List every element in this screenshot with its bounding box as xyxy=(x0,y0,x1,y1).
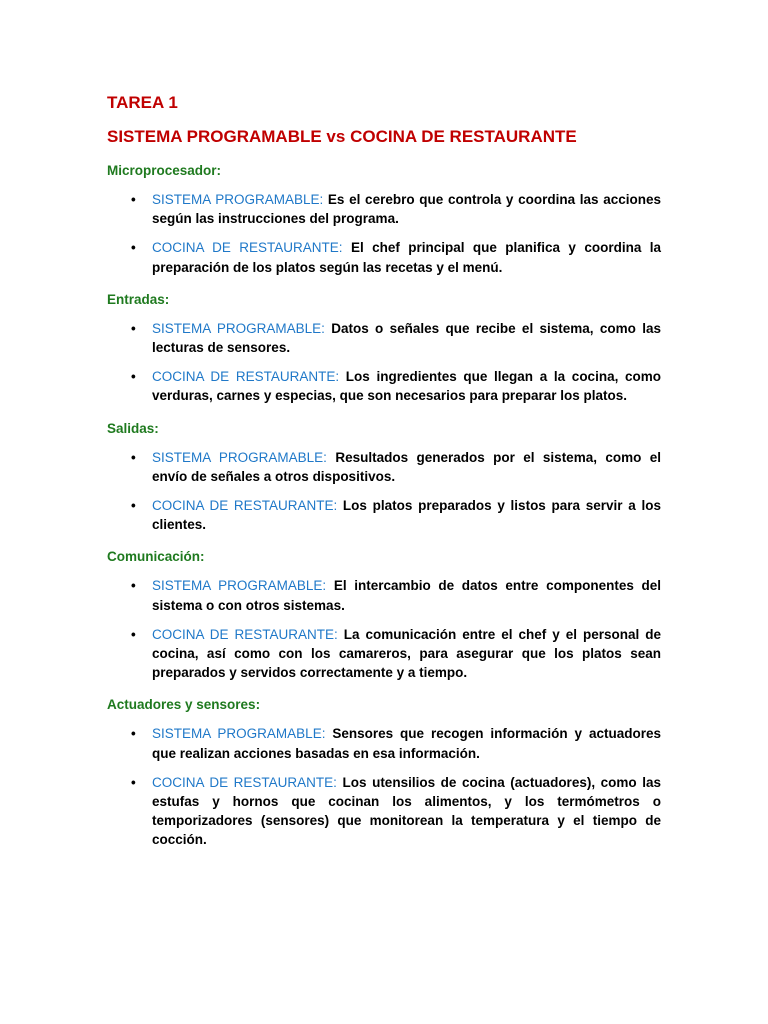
item-label: COCINA DE RESTAURANTE: xyxy=(152,626,338,642)
document-subtitle: SISTEMA PROGRAMABLE vs COCINA DE RESTAURANTE xyxy=(107,127,577,146)
item-text: Datos o señales que recibe el sistema, como las lecturas de sensores. xyxy=(152,320,661,356)
bullet-icon: • xyxy=(131,498,136,514)
bullet-icon: • xyxy=(131,320,136,336)
section-item-list xyxy=(107,448,661,535)
section-comunicacion xyxy=(107,547,661,682)
section-microprocesador xyxy=(107,161,661,277)
item-label: SISTEMA PROGRAMABLE: xyxy=(152,320,325,336)
item-text: Resultados generados por el sistema, como el envío de señales a otros dispositivos. xyxy=(152,449,661,484)
item-label: SISTEMA PROGRAMABLE: xyxy=(152,449,327,465)
bullet-icon: • xyxy=(131,726,136,742)
item-text: Es el cerebro que controla y coordina las acciones según las instrucciones del programa. xyxy=(152,192,661,227)
item-text: Sensores que recogen información y actuadores que realizan acciones basadas en esa información. xyxy=(152,726,661,761)
item-label: COCINA DE RESTAURANTE: xyxy=(152,369,340,385)
item-text: Los platos preparados y listos para servir a los clientes. xyxy=(152,498,661,533)
section-item-list xyxy=(107,724,661,849)
bullet-icon: • xyxy=(131,192,136,207)
section-heading: Comunicación: xyxy=(107,549,205,565)
list-item xyxy=(107,367,661,405)
section-heading: Actuadores y sensores: xyxy=(107,697,261,713)
section-item-list xyxy=(107,190,661,277)
item-label: SISTEMA PROGRAMABLE: xyxy=(152,578,327,594)
item-label: COCINA DE RESTAURANTE: xyxy=(152,498,338,514)
document-page xyxy=(107,90,661,860)
item-text: La comunicación entre el chef y el personal de cocina, así como con los camareros, para asegurar que los platos sean preparados y servidos correctamente y a tiempo. xyxy=(152,626,661,681)
list-item xyxy=(107,448,661,486)
section-heading: Salidas: xyxy=(107,420,159,436)
list-item xyxy=(107,773,661,850)
list-item xyxy=(107,625,661,683)
item-text: El intercambio de datos entre componentes del sistema o con otros sistemas. xyxy=(152,578,661,613)
item-label: SISTEMA PROGRAMABLE: xyxy=(152,726,326,742)
item-text: Los ingredientes que llegan a la cocina, como verduras, carnes y especias, que son necesarios para preparar los platos. xyxy=(152,369,661,404)
list-item xyxy=(107,190,661,228)
section-heading: Microprocesador: xyxy=(107,163,222,178)
item-label: COCINA DE RESTAURANTE: xyxy=(152,774,337,790)
bullet-icon: • xyxy=(131,578,136,594)
list-item xyxy=(107,496,661,534)
item-label: COCINA DE RESTAURANTE: xyxy=(152,240,343,256)
item-text: Los utensilios de cocina (actuadores), como las estufas y hornos que cocinan los alimentos, y los termómetros o temporizadores (sensores) que monitorean la temperatura y el tiempo de cocción. xyxy=(152,774,661,848)
bullet-icon: • xyxy=(131,626,136,642)
section-item-list xyxy=(107,319,661,406)
list-item xyxy=(107,724,661,762)
section-heading: Entradas: xyxy=(107,291,170,307)
item-text: El chef principal que planifica y coordina la preparación de los platos según las recetas y el menú. xyxy=(152,240,661,275)
item-label: SISTEMA PROGRAMABLE: xyxy=(152,192,324,207)
section-entradas xyxy=(107,290,661,406)
document-title: TAREA 1 xyxy=(107,93,178,112)
section-item-list xyxy=(107,576,661,682)
bullet-icon: • xyxy=(131,774,136,790)
section-actuadores-y-sensores xyxy=(107,695,661,849)
list-item xyxy=(107,238,661,276)
section-salidas xyxy=(107,419,661,535)
bullet-icon: • xyxy=(131,240,136,256)
bullet-icon: • xyxy=(131,449,136,465)
list-item xyxy=(107,576,661,614)
bullet-icon: • xyxy=(131,369,136,385)
list-item xyxy=(107,319,661,357)
